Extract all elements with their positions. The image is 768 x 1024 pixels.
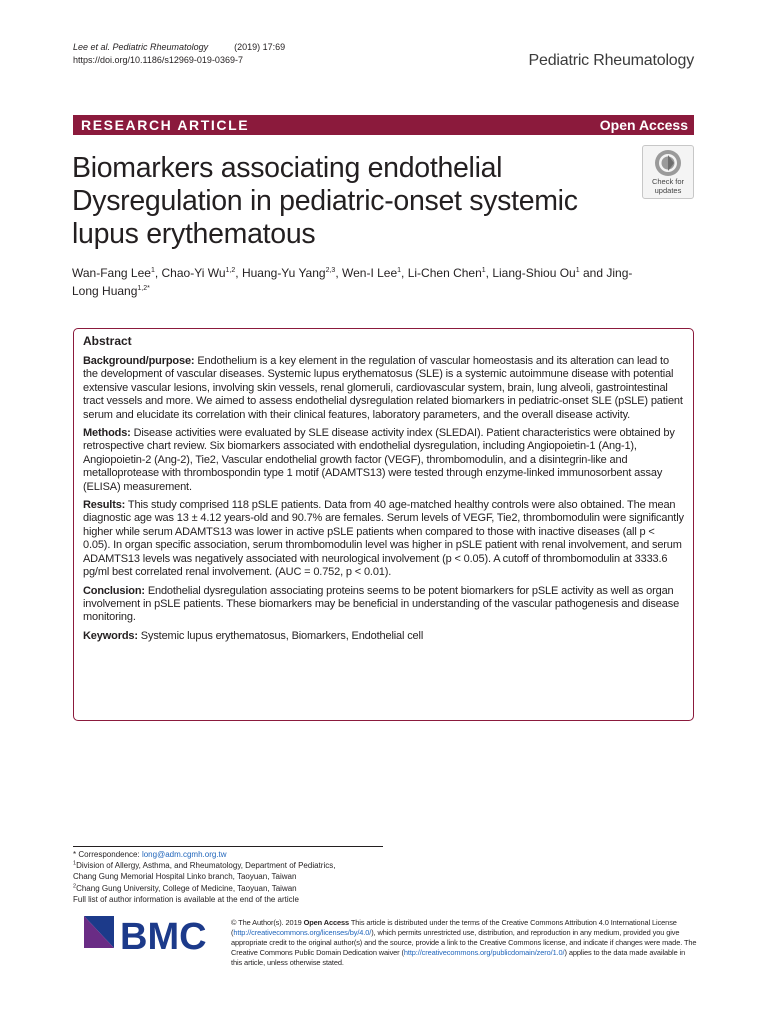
- correspondence-email[interactable]: long@adm.cgmh.org.tw: [141, 850, 227, 859]
- citation-year: (2019) 17:69: [234, 42, 286, 52]
- author[interactable]: Chao-Yi Wu$^{1,2}$: [161, 266, 236, 280]
- doi-link[interactable]: https://doi.org/10.1186/s12969-019-0369-7: [73, 55, 243, 65]
- abstract-methods: Methods: Disease activities were evaluated by SLE disease activity index (SLEDAI). Patient characteristics were obtained by retrospective chart review. Six biomarkers associated with endothelial dysregulation, including Angiopoietin-1 (Ang-1), Angiopoietin-2 (Ang-2), Tie2, Vascular endothelial growth factor (VEGF), thrombomodulin, and a disintegrin-like and metalloprotease with thrombospondin type 1 motif (ADAMTS13) were tested through enzyme-linked immunosorbent assay (ELISA) measurement.: [83, 427, 675, 493]
- author[interactable]: Wen-I Lee$^1$: [341, 266, 402, 280]
- abstract-conclusion: Conclusion: Endothelial dysregulation associating proteins seems to be potent biomarkers for pSLE activity as well as organ involvement in pSLE patients. These biomarkers may be beneficial in understanding of the vascular pathogenesis and disease monitoring.: [83, 584, 680, 624]
- author[interactable]: Liang-Shiou Ou$^1$: [492, 266, 580, 280]
- affiliation-1-cont: Chang Gung Memorial Hospital Linko branch, Taoyuan, Taiwan: [73, 872, 297, 882]
- author[interactable]: Huang-Yu Yang$^{2,3}$: [241, 266, 336, 280]
- license-link-by[interactable]: http://creativecommons.org/licenses/by/4.0/: [233, 928, 372, 937]
- citation-authors: Lee et al. Pediatric Rheumatology: [73, 42, 209, 52]
- check-badge-line1: Check for: [651, 177, 685, 186]
- open-access-label: Open Access: [599, 117, 688, 133]
- check-updates-icon: [654, 149, 682, 177]
- abstract-background: Background/purpose: Endothelium is a key element in the regulation of vascular homeostasis and its alteration can lead to the development of vascular diseases. Systemic lupus erythematosus (SLE) is a systemic autoimmune disease with potential extensive vascular lesions, involving skin vessels, renal glomeruli, cardiovascular system, brain, lung alveoli, gastrointestinal tract vessels and more. We aimed to assess endothelial dysregulation related biomarkers in pediatric-onset SLE (pSLE) patient serum and elucidate its correlation with their clinical features, laboratory parameters, and the overall disease activity.: [83, 355, 683, 421]
- correspondence-label: * Correspondence:: [73, 850, 140, 859]
- article-title: Biomarkers associating endothelial Dysregulation in pediatric-onset systemic lupus erythematous: [72, 152, 578, 250]
- affiliation-1: Division of Allergy, Asthma, and Rheumatology, Department of Pediatrics,: [76, 861, 336, 871]
- author[interactable]: Wan-Fang Lee$^1$: [72, 266, 155, 280]
- article-type-banner: [73, 115, 694, 135]
- journal-name: Pediatric Rheumatology: [528, 52, 694, 69]
- abstract-box: [73, 328, 694, 721]
- authors-conjunction: and: [582, 266, 604, 280]
- abstract-results: Results: This study comprised 118 pSLE patients. Data from 40 age-matched healthy controls were also obtained. The mean diagnostic age was 13 ± 4.12 years-old and 90.7% are females. Serum levels of VEGF, Tie2, thrombomodulin were significantly higher while serum ADAMTS13 was lower in active pSLE patients when compared to those with inactive diseases (all p < 0.05). In organ specific association, serum thrombomodulin level was higher in pSLE patient with renal involvement, and serum ADAMTS13 levels was negatively associated with neurological involvement (p < 0.05). A cutoff of thrombomodulin at 3333.6 pg/ml best correlated renal involvement. (AUC = 0.752, p < 0.01).: [83, 499, 684, 579]
- affiliation-2: Chang Gung University, College of Medicine, Taoyuan, Taiwan: [76, 883, 297, 893]
- check-badge-line2: updates: [654, 186, 682, 195]
- author-list: Wan-Fang Lee$^1$, Chao-Yi Wu$^{1,2}$, Huang-Yu Yang$^{2,3}$, Wen-I Lee$^1$, Li-Chen Chen$^1$, Liang-Shiou Ou$^1$ and Jing-Long Huang$^{1,2*}$: [72, 266, 633, 298]
- bmc-logo-text: BMC: [120, 916, 207, 956]
- article-type: RESEARCH ARTICLE: [81, 117, 250, 133]
- abstract-keywords: Keywords: Systemic lupus erythematosus, Biomarkers, Endothelial cell: [83, 629, 424, 642]
- footnotes: * Correspondence: long@adm.cgmh.org.tw $^1$Division of Allergy, Asthma, and Rheumatology, Department of Pediatrics, Chang Gung Memorial Hospital Linko branch, Taoyuan, Taiwan $^2$Chang Gung University, College of Medicine, Taoyuan, Taiwan Full list of author information is available at the end of the article: [73, 846, 383, 905]
- abstract-heading: Abstract: [83, 334, 132, 348]
- check-for-updates-badge[interactable]: [642, 145, 694, 199]
- license-statement: © The Author(s). 2019 Open Access This article is distributed under the terms of the Creative Commons Attribution 4.0 International License (http://creativecommons.org/licenses/by/4.0/), which permits unrestricted use, distribution, and reproduction in any medium, provided you give appropriate credit to the original author(s) and the source, provide a link to the Creative Commons license, and indicate if changes were made. The Creative Commons Public Domain Dedication waiver (http://creativecommons.org/publicdomain/zero/1.0/) applies to the data made available in this article, unless otherwise stated.: [231, 918, 697, 967]
- full-author-info-note: Full list of author information is available at the end of the article: [73, 894, 299, 904]
- author[interactable]: Jing-Long Huang$^{1,2*}$: [72, 266, 633, 298]
- license-link-zero[interactable]: http://creativecommons.org/publicdomain/zero/1.0/: [403, 948, 565, 957]
- running-header: [73, 41, 285, 67]
- bmc-logo: [84, 912, 216, 956]
- author[interactable]: Li-Chen Chen$^1$: [407, 266, 486, 280]
